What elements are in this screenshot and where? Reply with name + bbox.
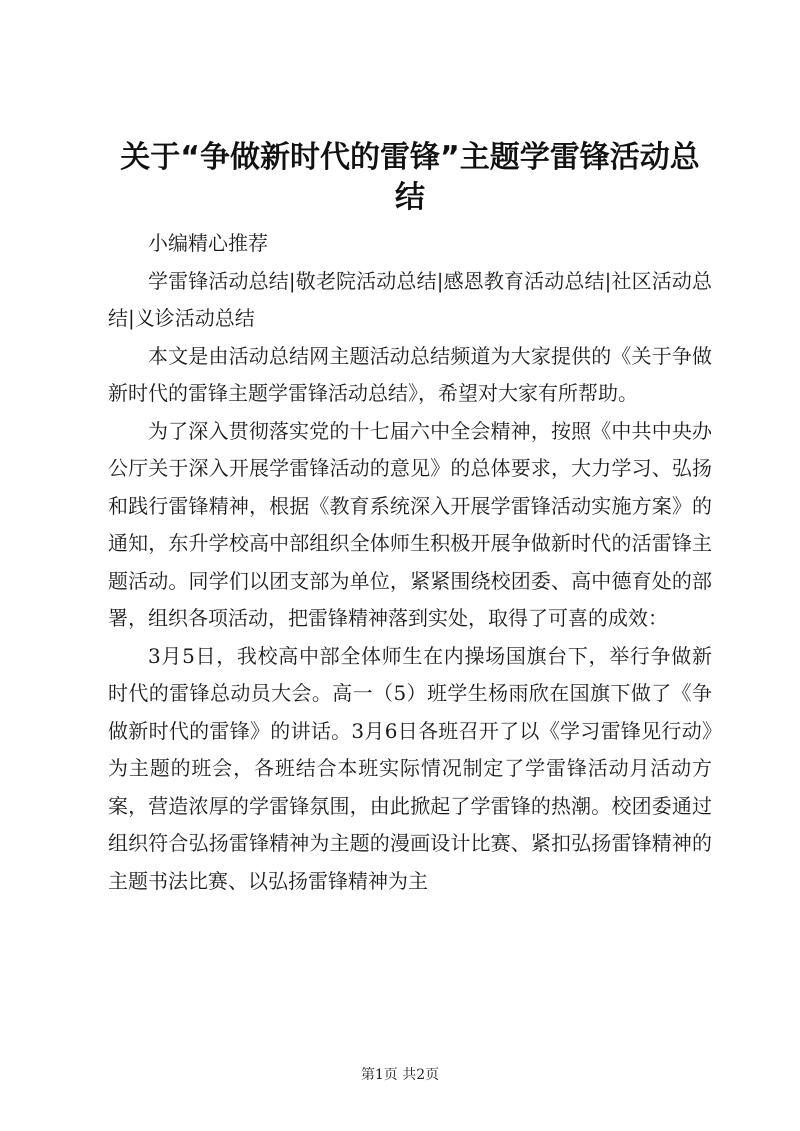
page-footer: 第1页 共2页 [360,1067,440,1083]
paragraph-activities: 3月5日，我校高中部全体师生在内操场国旗台下，举行争做新时代的雷锋总动员大会。高一（5）班学生杨雨欣在国旗下做了《争做新时代的雷锋》的讲话。3月6日各班召开了以《学习雷锋见行动》为主题的班会，各班结合本班实际情况制定了学雷锋活动月活动方案，营造浓厚的学雷锋氛围，由此掀起了学雷锋的热潮。校团委通过组织符合弘扬雷锋精神为主题的漫画设计比赛、紧扣弘扬雷锋精神的主题书法比赛、以弘扬雷锋精神为主 [108,643,712,893]
document-page [108,138,712,900]
document-title: 关于“争做新时代的雷锋”主题学雷锋活动总结 [120,140,700,215]
document-body [108,225,712,900]
paragraph-background: 为了深入贯彻落实党的十七届六中全会精神，按照《中共中央办公厅关于深入开展学雷锋活动的意见》的总体要求，大力学习、弘扬和践行雷锋精神，根据《教育系统深入开展学雷锋活动实施方案》的通知，东升学校高中部组织全体师生积极开展争做新时代的活雷锋主题活动。同学们以团支部为单位，紧紧围绕校团委、高中德育处的部署，组织各项活动，把雷锋精神落到实处，取得了可喜的成效： [108,418,712,630]
paragraph-related-links: 学雷锋活动总结|敬老院活动总结|感恩教育活动总结|社区活动总结|义诊活动总结 [108,268,712,330]
paragraph-intro: 本文是由活动总结网主题活动总结频道为大家提供的《关于争做新时代的雷锋主题学雷锋活动总结》，希望对大家有所帮助。 [108,343,712,405]
paragraph-editor-recommendation: 小编精心推荐 [148,231,268,255]
